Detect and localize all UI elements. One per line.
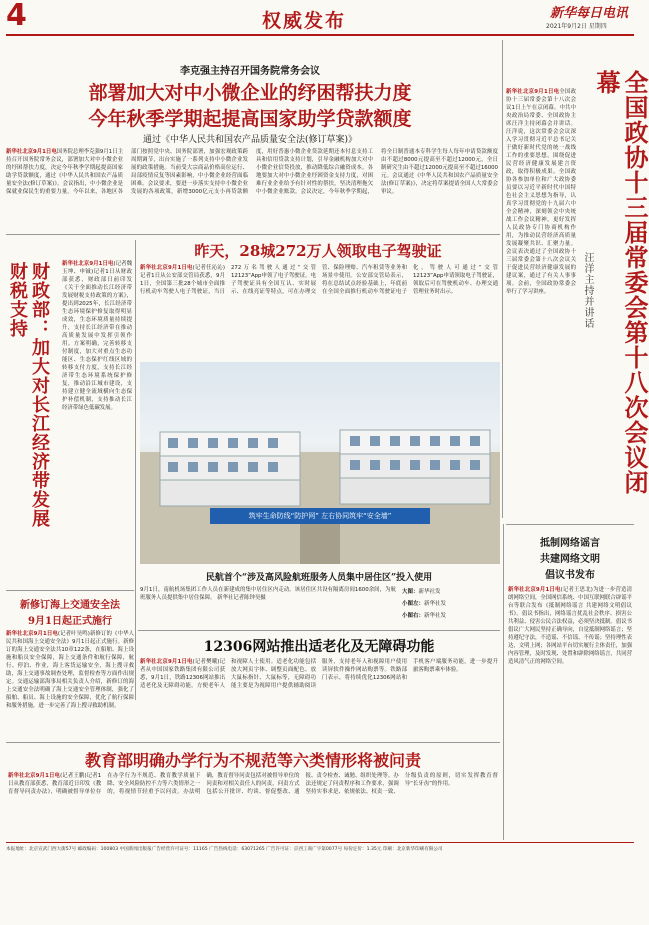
page-number: 4 bbox=[6, 0, 27, 33]
left-column-rule bbox=[135, 240, 136, 700]
education-dateline: 新华社北京9月1日电 bbox=[8, 773, 61, 779]
paper-name: 新华每日电讯 bbox=[550, 6, 629, 21]
internet-title-2: 共建网络文明 bbox=[540, 554, 600, 565]
editor-label-1: 大图： bbox=[402, 589, 419, 595]
education-body-text: (记者王鹏)记者1日从教育部获悉，教育部近日印发《教育督导问责办法》，明确被督导单位存在办学行为不规范、教育教学质量下降、安全风险防控不力等六类情形之一的，将视情节轻重予以问责。办法明确，教育督导问责包括对被督导单位的问责和对相关责任人的问责，问责方式包括公开批评、约谈、督促整改、通报、责令检查、诫勉、组织处理等。办法还规定了问责程序和工作要求，强调坚持实事求是、依规依法、权责一致、分级负责的原则，切实发挥教育督导“长牙齿”的作用。 bbox=[8, 773, 498, 795]
driver-body bbox=[140, 264, 498, 360]
editor-value-1: 新华社发 bbox=[418, 589, 441, 595]
internet-body bbox=[508, 586, 632, 836]
section-title: 权威发布 bbox=[262, 10, 347, 32]
masthead-rule bbox=[6, 34, 634, 36]
finance-headline: 财政部：加大对长江经济带发展财税支持 bbox=[7, 262, 50, 528]
internet-title-3: 倡议书发布 bbox=[545, 570, 595, 581]
finance-dateline: 新华社北京9月1日电 bbox=[62, 261, 114, 267]
railway-headline: 12306网站推出适老化及无障碍功能 bbox=[203, 639, 435, 655]
lead-subhead: 通过《中华人民共和国农产品质量安全法(修订草案)》 bbox=[142, 135, 358, 145]
footer-text: 本报地址：北京宣武门西大街57号 邮政编码：100803 中国新闻出版报广告经营许可证号：11165 广告热线电话：63071265 广告许可证：京西工商广字第0077号 每份定价：1.35元 印刷：北京新华印刷有限公司 bbox=[6, 847, 443, 852]
photo-credit: 9月1日，南航机场集团工作人员在新建成的集中居住区内走动。该居住区共设有隔离房间1600余间，为航班服务人员提供集中居住保障。 新华社记者陈钟昊摄 bbox=[140, 587, 396, 601]
lead-body bbox=[6, 148, 498, 232]
maritime-body-text: (记者叶昊鸣)新修订的《中华人民共和国海上交通安全法》9月1日起正式施行。新修订的海上交通安全法共10章122条，在船舶、海上设施和船员安全保障，海上交通条件和航行保障，航行、停泊、作业，海上客货运输安全，海上搜寻救助，海上交通事故调查处理，监督检查等方面作出规定。交通运输部海事局相关负责人介绍，新修订的海上交通安全法明确了海上交通安全管理体制，强化了船舶、船员、海上设施的安全保障，优化了航行保障和服务措施，进一步完善了海上搜寻救助机制。 bbox=[6, 631, 134, 709]
editor-box bbox=[402, 586, 498, 626]
cppcc-headline: 全国政协十三届常委会第十八次会议闭幕 bbox=[592, 70, 649, 495]
internet-column-rule bbox=[503, 524, 504, 840]
internet-top-rule bbox=[506, 524, 634, 525]
cppcc-body-text: 全国政协十三届常委会第十八次会议1日上午在京闭幕。中共中央政治局常委、全国政协主席汪洋主持闭幕会并讲话。汪洋说，这次常委会会议深入学习贯彻习近平总书记关于做好新时代党的统一战线工作的重要思想，围绕促进民营经济健康发展建言资政，取得积极成果。全国政协各参加单位和广大政协委员要以习近平新时代中国特色社会主义思想为指导，认真学习贯彻党的十九届六中全会精神，深刻领会中央统战工作会议精神，更好发挥人民政协专门协商机构作用，为推动民营经济高质量发展凝聚共识、汇聚力量。会议表决通过了全国政协十三届常委会第十八次会议关于促进民营经济健康发展的建议案，通过了有关人事事项。会前，全国政协常委会举行了学习讲座。 bbox=[506, 89, 576, 295]
internet-dateline: 新华社北京9月1日电 bbox=[508, 587, 561, 593]
building-illustration bbox=[140, 362, 500, 564]
lead-dateline: 新华社北京9月1日电 bbox=[6, 149, 57, 155]
railway-top-rule bbox=[138, 630, 500, 631]
cppcc-byline: 汪洋主持并讲话 bbox=[582, 252, 593, 329]
masthead bbox=[0, 0, 640, 34]
education-body bbox=[8, 772, 498, 836]
education-top-rule bbox=[6, 742, 500, 743]
editor-row-2 bbox=[402, 598, 498, 610]
cppcc-dateline: 新华社北京9月1日电 bbox=[506, 89, 560, 95]
editor-row-1 bbox=[402, 586, 498, 598]
photo-banner bbox=[210, 508, 430, 524]
editor-value-3: 新华社发 bbox=[424, 613, 447, 619]
editor-label-3: 小图右： bbox=[402, 613, 425, 619]
maritime-dateline: 新华社北京9月1日电 bbox=[6, 631, 58, 637]
finance-body-text: (记者魏玉坤、申铖)记者1日从财政部获悉，财政部日前印发《关于全面推动长江经济带发展财税支持政策的方案》，提出到2025年，长江经济带生态环境保护修复取得明显成效，生态环境质量持续提升，支持长江经济带在推动高质量发展中发挥引领作用。方案明确，完善转移支付制度，加大对重点生态功能区、生态保护红线区域的转移支付力度，支持长江经济带生态环境系统保护修复，推动沿江城市建设，支持建立健全流域横向生态保护补偿机制，支持推动长江经济带绿色低碳发展。 bbox=[62, 261, 132, 411]
education-headline: 教育部明确办学行为不规范等六类情形将被问责 bbox=[84, 751, 421, 770]
railway-body-text: (记者樊曦)记者从中国国家铁路集团有限公司获悉，9月1日，铁路12306网站推出适老化及无障碍功能，方便老年人和视障人士使用。适老化功能包括放大网页字体、调整页面配色、放大鼠标指针、大鼠标等，无障碍功能主要是为视障用户提供辅助阅读服务，支持老年人和视障用户使用读屏软件操作网站购票等。铁路部门表示，将持续优化12306网站和手机客户端服务功能，进一步提升旅客购票乘车体验。 bbox=[140, 659, 498, 689]
internet-body-text: (记者王思北)为进一步营造清朗网络空间，全国网信系统、中国互联网联合辟谣平台等联合发布《抵制网络谣言 共建网络文明倡议书》。倡议书指出，网络谣言扰乱社会秩序、损害公共利益、侵害公民合法权益，必须坚决抵制。倡议书倡议广大网民坚持正确导向，自觉抵制网络谣言；坚持遵纪守法，不造谣、不信谣、不传谣；坚持理性表达，文明上网；各网站平台切实履行主体责任，加强内容管理，及时发现、处置和辟除网络谣言，共同营造风清气正的网络空间。 bbox=[508, 587, 632, 665]
driver-dateline: 新华社北京9月1日电 bbox=[140, 265, 193, 271]
right-column-rule bbox=[502, 40, 503, 518]
internet-title-1: 抵制网络谣言 bbox=[540, 538, 600, 549]
footer-rule bbox=[6, 842, 634, 843]
editor-row-3 bbox=[402, 610, 498, 622]
finance-body bbox=[62, 260, 132, 590]
maritime-title-1: 新修订海上交通安全法 bbox=[20, 600, 120, 611]
railway-body bbox=[140, 658, 498, 740]
maritime-top-rule bbox=[6, 590, 134, 591]
lead-body-text: 国务院总理李克强9月1日主持召开国务院常务会议，部署加大对中小微企业的纾困帮扶力度，决定今年秋季学期起提高国家助学贷款额度，通过《中华人民共和国农产品质量安全法(修订草案)》。会议指出，中小微企业是保就业保民生的重要力量。今年以来，各地区各部门按照党中央、国务院部署，加强宏观政策跨周期调节，出台实施了一系列支持中小微企业发展的政策措施。当前受大宗商品价格高位运行、局部疫情反复等因素影响，中小微企业经营面临困难。会议要求，要进一步落实支持中小微企业发展的各项政策，新增3000亿元支小再贷款额度，用好普惠小微企业贷款延期还本付息支持工具和信用贷款支持计划，引导金融机构加大对中小微企业信贷投放，推动降低综合融资成本。各地要加大对中小微企业纾困资金支持力度，对困难行业企业给予有针对性的帮扶，坚决清理拖欠中小微企业账款。会议决定，今年秋季学期起，将全日制普通本专科学生每人每年申请贷款额度由不超过8000元提高至不超过12000元，全日制研究生由不超过12000元提高至不超过16000元。会议通过《中华人民共和国农产品质量安全法(修订草案)》，决定将草案提请全国人大常委会审议。 bbox=[6, 149, 498, 195]
issue-date: 2021年9月2日 星期四 bbox=[546, 23, 607, 30]
maritime-title-2: 9月1日起正式施行 bbox=[28, 616, 112, 627]
photo-banner-text: 筑牢生命防线“防护网” 左右协同筑牢“安全墙” bbox=[248, 512, 392, 520]
railway-dateline: 新华社北京9月1日电 bbox=[140, 659, 193, 665]
lead-headline-2: 今年秋季学期起提高国家助学贷款额度 bbox=[88, 108, 412, 130]
lead-kicker: 李克强主持召开国务院常务会议 bbox=[180, 66, 320, 77]
main-photo bbox=[140, 362, 500, 564]
driver-headline: 昨天，28城272万人领取电子驾驶证 bbox=[194, 242, 442, 260]
editor-value-2: 新华社发 bbox=[424, 601, 447, 607]
cppcc-body bbox=[506, 88, 576, 518]
lead-bottom-rule bbox=[6, 234, 500, 235]
lead-headline-1: 部署加大对中小微企业的纾困帮扶力度 bbox=[88, 82, 412, 104]
driver-body-text: (记者任沁沁)记者1日从公安部交管局获悉，9月1日，全国第三批28个城市全面推行机动车驾驶人电子驾驶证，当日272万名驾驶人通过“交管12123”App申领了电子驾驶证。电子驾驶证具有全国互认、实时展示、在线亮证等特点，可在办理交管、保险理赔、汽车租赁等业务和场景中使用。公安部交管局表示，将在总结试点经验基础上，年底前在全国全面推行机动车驾驶证电子化。驾驶人可通过“交管12123”App申请领取电子驾驶证，领取后可在驾驶机动车、办理交通管理业务时出示。 bbox=[140, 265, 498, 295]
editor-label-2: 小图左： bbox=[402, 601, 425, 607]
photo-caption: 民航首个“涉及高风险航班服务人员集中居住区”投入使用 bbox=[205, 573, 433, 583]
